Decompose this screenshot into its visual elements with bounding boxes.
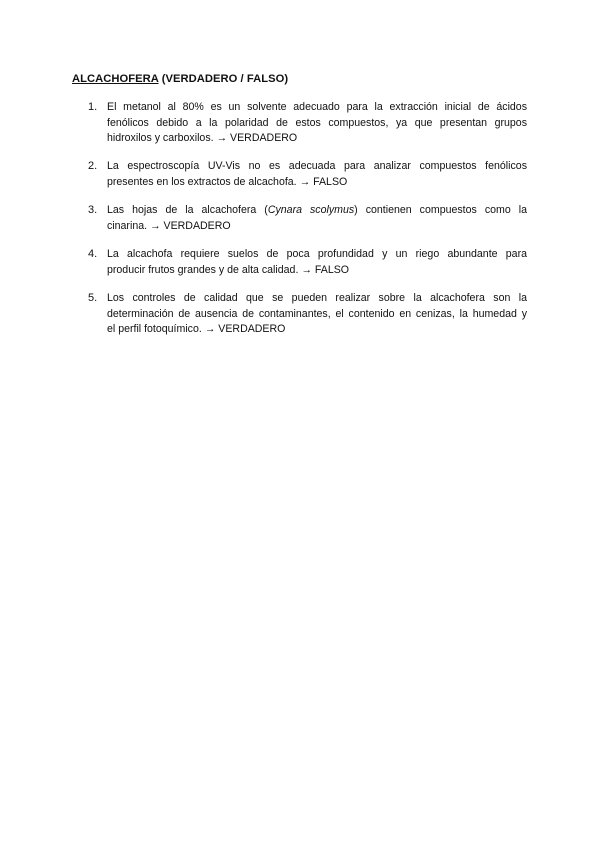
item-line: determinación de ausencia de contaminantes, el contenido en cenizas, la humedad y [107, 307, 527, 320]
item-text [107, 159, 527, 190]
item-line: hidroxilos y carboxilos. → VERDADERO [107, 132, 298, 145]
item-text [107, 100, 527, 147]
item-line: producir frutos grandes y de alta calidad. → FALSO [107, 263, 350, 276]
line-segment: ) contienen compuestos como la [354, 204, 527, 216]
item-text [107, 203, 527, 234]
item-line: presentes en los extractos de alcachofa. → FALSO [107, 175, 348, 188]
item-text [107, 291, 527, 338]
item-line: el perfil fotoquímico. → VERDADERO [107, 323, 286, 336]
item-line: La alcachofa requiere suelos de poca profundidad y un riego abundante para [107, 248, 527, 260]
item-line: El metanol al 80% es un solvente adecuado para la extracción inicial de ácidos [107, 101, 527, 113]
item-number: 1. [88, 101, 98, 113]
item-line: cinarina. → VERDADERO [107, 219, 231, 232]
item-number: 2. [88, 160, 98, 172]
item-line [107, 203, 527, 219]
species-name: Cynara scolymus [267, 204, 355, 216]
item-number: 4. [88, 248, 98, 260]
item-text [107, 247, 527, 278]
item-line: Los controles de calidad que se pueden realizar sobre la alcachofera son la [107, 292, 527, 304]
document-title [72, 73, 288, 85]
item-line: fenólicos debido a la polaridad de estos compuestos, ya que presentan grupos [107, 116, 527, 129]
title-underlined: ALCACHOFERA [72, 73, 159, 85]
line-segment: Las hojas de la alcachofera ( [107, 204, 268, 216]
item-number: 5. [88, 292, 98, 304]
title-rest: (VERDADERO / FALSO) [158, 73, 289, 85]
item-number: 3. [88, 204, 98, 216]
item-line: La espectroscopía UV-Vis no es adecuada para analizar compuestos fenólicos [107, 160, 527, 172]
